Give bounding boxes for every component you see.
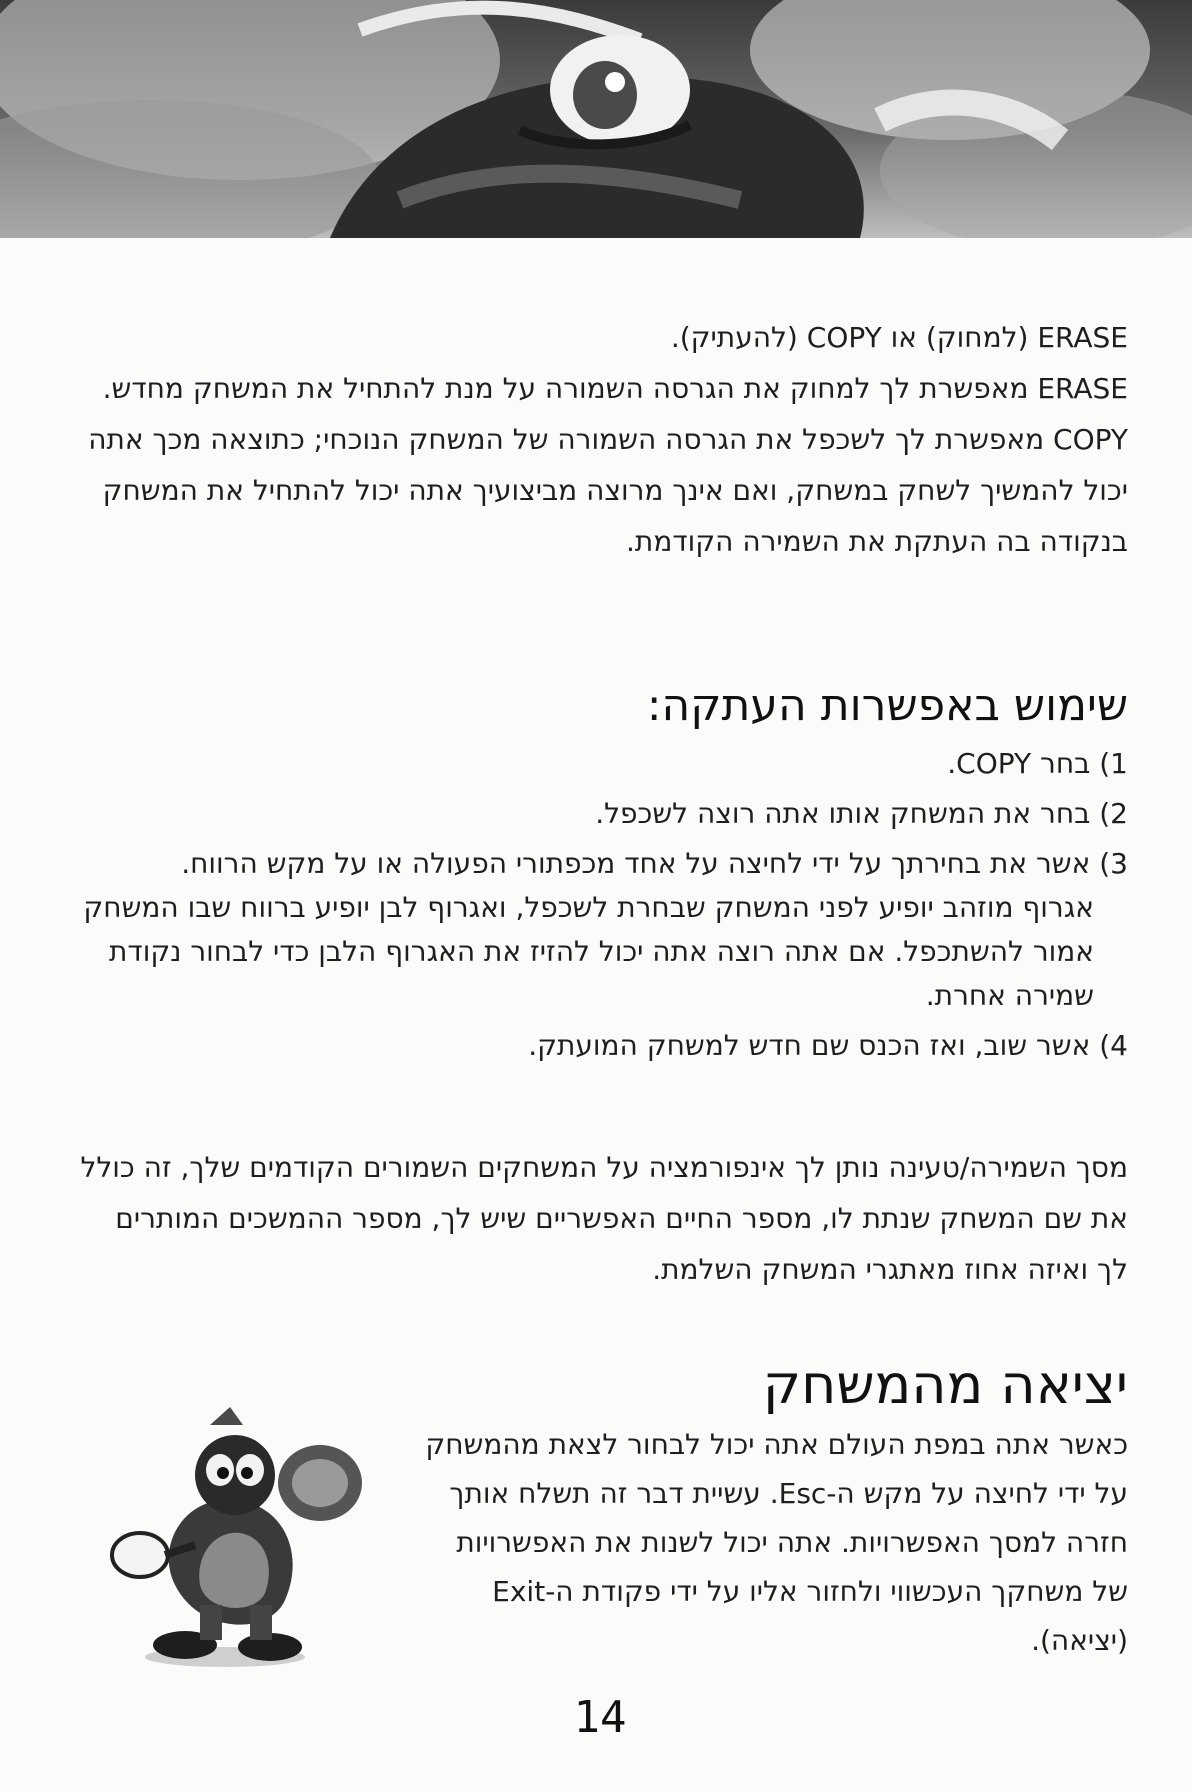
intro-options-line: ERASE (למחוק) או COPY (להעתיק).: [670, 321, 1128, 354]
page-number: 14: [573, 1692, 627, 1743]
exit-section-text: כאשר אתה במפת העולם אתה יכול לבחור לצאת מהמשחק על ידי לחיצה על מקש ה-Esc. עשיית דבר זה תשלח אותך חזרה למסך האפשרויות. אתה יכול לשנות את האפשרויות של משחקך העכשווי ולחזור אליו על ידי פקודת ה-Exit (יציאה).: [425, 1428, 1128, 1657]
list-item-continuation: אגרוף מוזהב יופיע לפני המשחק שבחרת לשכפל, ואגרוף לבן יופיע ברווח שבו המשחק אמור להשתכפל. אם אתה רוצה אתה יכול להזיז את האגרוף הלבן כדי לבחור נקודת שמירה אחרת.: [83, 891, 1094, 1012]
exit-section-title: יציאה מהמשחק: [762, 1353, 1128, 1416]
copy-section: [80, 676, 1128, 1068]
list-item: 3) אשר את בחירתך על ידי לחיצה על אחד מכפתורי הפעולה או על מקש הרווח. אגרוף מוזהב יופיע לפני המשחק שבחרת לשכפל, ואגרוף לבן יופיע ברווח שבו המשחק אמור להשתכפל. אם אתה רוצה אתה יכול להזיז את האגרוף הלבן כדי לבחור נקודת שמירה אחרת.: [80, 842, 1128, 1018]
list-item: 4) אשר שוב, ואז הכנס שם חדש למשחק המועתק.: [528, 1029, 1128, 1062]
copy-section-title: שימוש באפשרות העתקה:: [646, 680, 1128, 731]
intro-section: [80, 312, 1128, 567]
save-screen-info: מסך השמירה/טעינה נותן לך אינפורמציה על המשחקים השמורים הקודמים שלך, זה כולל את שם המשחק שנתת לו, מספר החיים האפשריים שיש לך, מספר ההמשכים המותרים לך ואיזה אחוז מאתגרי המשחק השלמת.: [80, 1151, 1128, 1286]
copy-description: COPY מאפשרת לך לשכפל את הגרסה השמורה של המשחק הנוכחי; כתוצאה מכך אתה יכול להמשיך לשחק במשחק, ואם אינך מרוצה מביצועיך אתה יכול להתחיל את המשחק בנקודה בה העתקת את השמירה הקודמת.: [88, 423, 1128, 558]
header-illustration: [0, 0, 1192, 238]
erase-description: ERASE מאפשרת לך למחוק את הגרסה השמורה על מנת להתחיל את המשחק מחדש.: [102, 372, 1128, 405]
exit-section: [420, 1350, 1128, 1665]
copy-steps-list: [80, 742, 1128, 1068]
save-screen-section: [80, 1142, 1128, 1295]
character-illustration: [105, 1405, 370, 1670]
list-item: 2) בחר את המשחק אותו אתה רוצה לשכפל.: [595, 797, 1128, 830]
list-item: 1) בחר COPY.: [947, 747, 1128, 780]
